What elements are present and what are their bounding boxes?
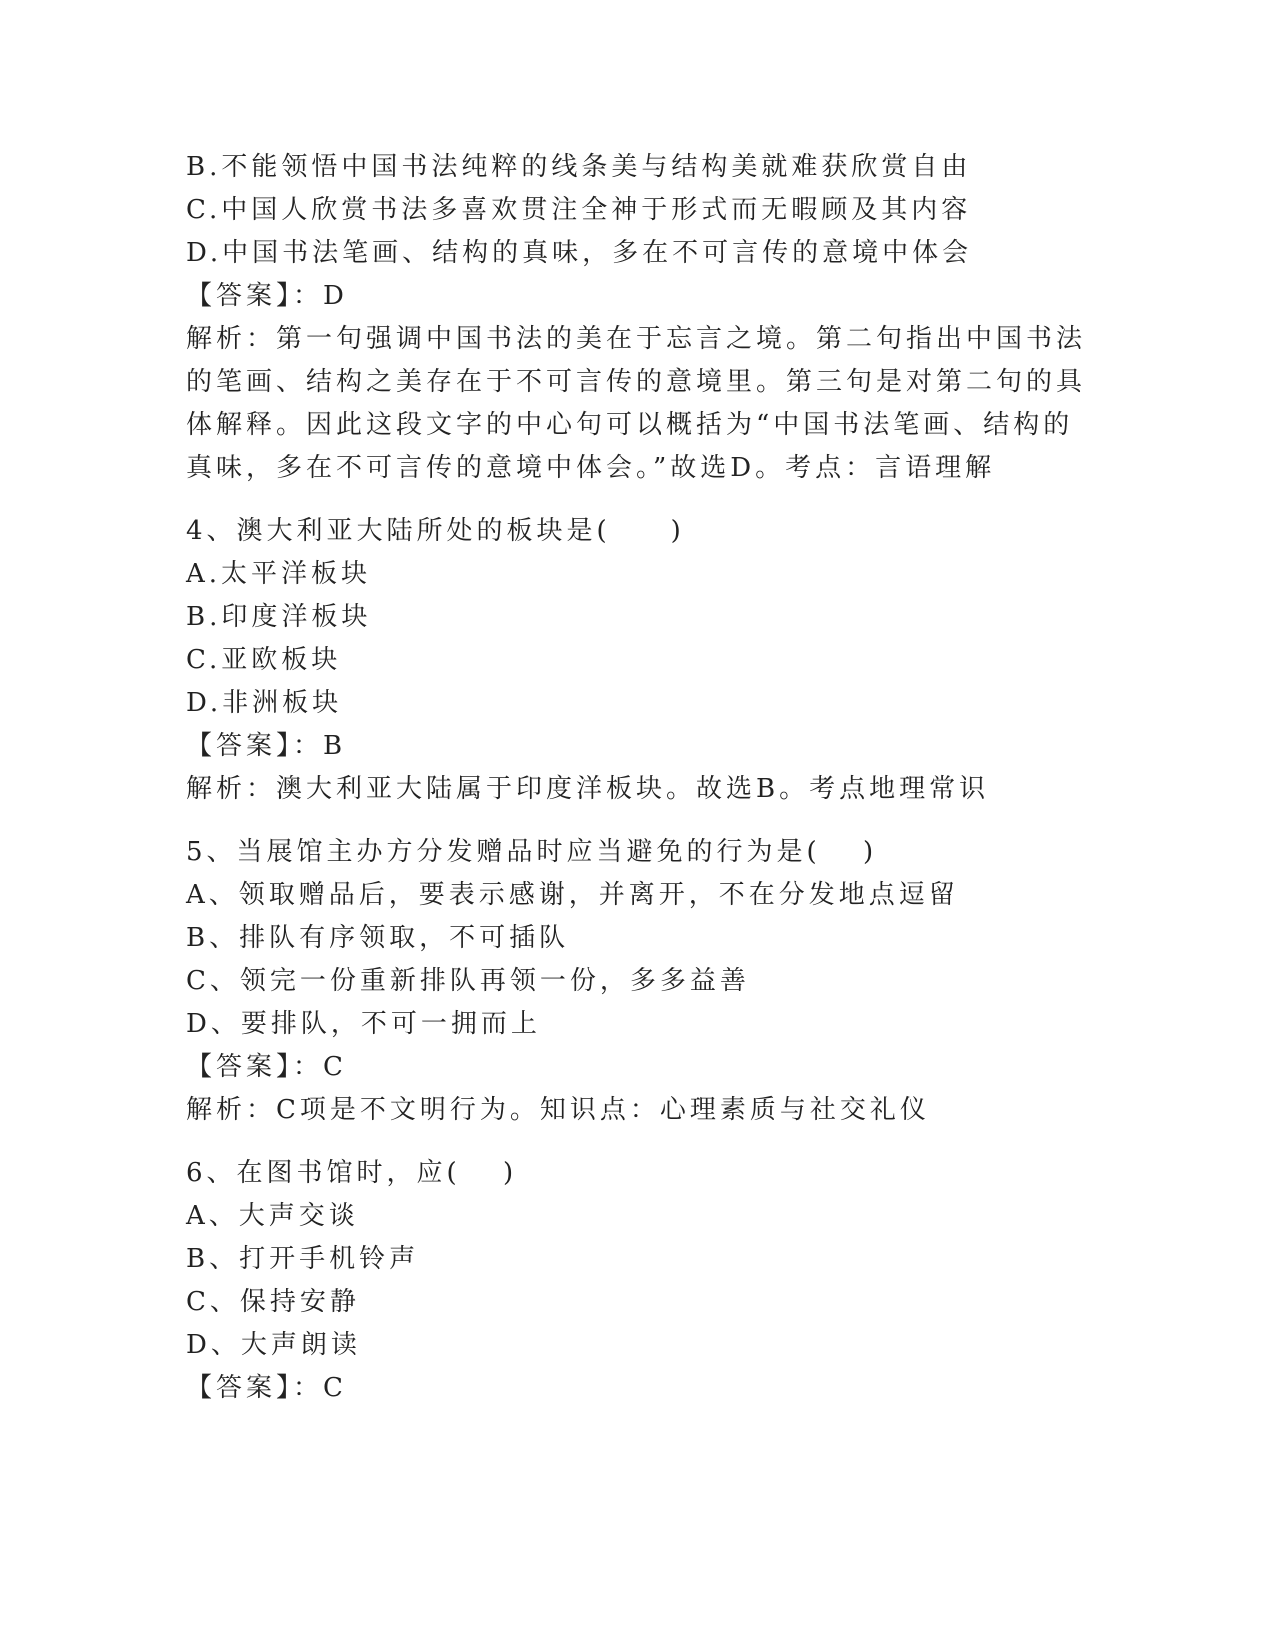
option-b: B.印度洋板块 bbox=[186, 602, 372, 632]
analysis-line: 解析：第一句强调中国书法的美在于忘言之境。第二句指出中国书法 bbox=[186, 324, 1087, 354]
option-a: A、大声交谈 bbox=[186, 1201, 359, 1231]
option-c: C、领完一份重新排队再领一份，多多益善 bbox=[186, 966, 750, 996]
option-b: B.不能领悟中国书法纯粹的线条美与结构美就难获欣赏自由 bbox=[186, 152, 972, 182]
option-d: D.中国书法笔画、结构的真味，多在不可言传的意境中体会 bbox=[186, 238, 973, 268]
option-c: C.亚欧板块 bbox=[186, 645, 342, 675]
option-b: B、打开手机铃声 bbox=[186, 1244, 420, 1274]
answer: 【答案】：B bbox=[186, 731, 347, 761]
question-5 bbox=[186, 831, 1066, 1132]
option-c: C、保持安静 bbox=[186, 1287, 360, 1317]
analysis: 解析：C项是不文明行为。知识点：心理素质与社交礼仪 bbox=[186, 1095, 930, 1125]
option-d: D、要排队，不可一拥而上 bbox=[186, 1009, 541, 1039]
option-b: B、排队有序领取，不可插队 bbox=[186, 923, 570, 953]
option-c: C.中国人欣赏书法多喜欢贯注全神于形式而无暇顾及其内容 bbox=[186, 195, 972, 225]
question-stem: 4、澳大利亚大陆所处的板块是( ) bbox=[186, 516, 685, 546]
analysis-line: 体解释。因此这段文字的中心句可以概括为“中国书法笔画、结构的 bbox=[186, 410, 1074, 440]
analysis-line: 真味，多在不可言传的意境中体会。”故选D。考点：言语理解 bbox=[186, 453, 996, 483]
answer: 【答案】：C bbox=[186, 1052, 347, 1082]
answer: 【答案】：C bbox=[186, 1373, 347, 1403]
analysis: 解析：澳大利亚大陆属于印度洋板块。故选B。考点地理常识 bbox=[186, 774, 990, 804]
answer: 【答案】：D bbox=[186, 281, 348, 311]
question-3-tail bbox=[186, 146, 1087, 490]
option-a: A.太平洋板块 bbox=[186, 559, 372, 589]
option-d: D.非洲板块 bbox=[186, 688, 343, 718]
option-a: A、领取赠品后，要表示感谢，并离开，不在分发地点逗留 bbox=[186, 880, 959, 910]
question-4 bbox=[186, 510, 1066, 811]
question-6 bbox=[186, 1152, 1066, 1410]
document-content bbox=[186, 146, 1087, 1410]
question-stem: 6、在图书馆时，应( ) bbox=[186, 1158, 518, 1188]
question-stem: 5、当展馆主办方分发赠品时应当避免的行为是( ) bbox=[186, 837, 878, 867]
analysis-line: 的笔画、结构之美存在于不可言传的意境里。第三句是对第二句的具 bbox=[186, 367, 1087, 397]
option-d: D、大声朗读 bbox=[186, 1330, 361, 1360]
